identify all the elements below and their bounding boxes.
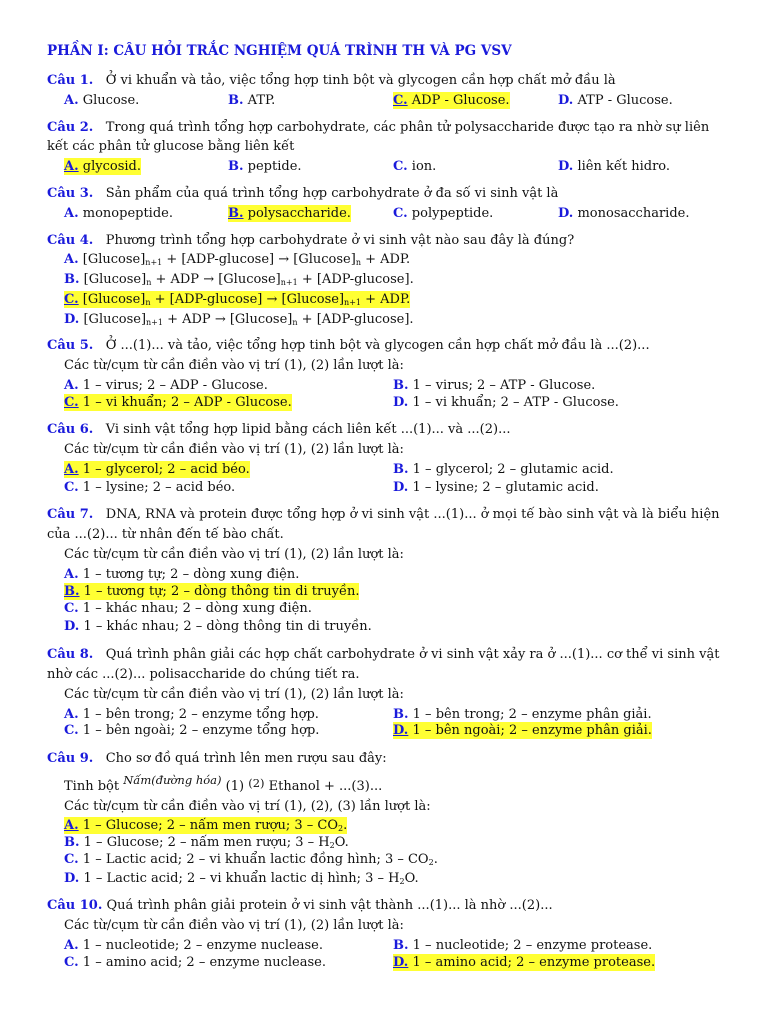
option-c[interactable]: C. 1 – bên ngoài; 2 – enzyme tổng hợp. [64,723,320,738]
question-1 [47,72,616,89]
question-number: Câu 2. [47,120,94,135]
question-text-cont: của ...(2)... từ nhân đến tế bào chất. [47,527,284,542]
question-number: Câu 6. [47,422,94,437]
question-text: DNA, RNA và protein được tổng hợp ở vi sinh vật ...(1)... ở mọi tế bào sinh vật và là biểu hiện [105,507,720,522]
fermentation-scheme: Tinh bột Nấm(đường hóa) (1) (2) Ethanol + ...(3)... [64,773,383,794]
question-subprompt: Các từ/cụm từ cần điền vào vị trí (1), (2) lần lượt là: [64,547,404,562]
option-b[interactable]: B. 1 – nucleotide; 2 – enzyme protease. [393,938,653,953]
question-number: Câu 8. [47,647,94,662]
option-c-correct[interactable]: C. 1 – vi khuẩn; 2 – ADP - Glucose. [64,395,292,410]
option-d[interactable]: D. 1 – vi khuẩn; 2 – ATP - Glucose. [393,395,619,410]
option-c-correct[interactable]: C. $[Glucose]_n + [ADP-glucose] \to [Glucose]_{n+1}$ + ADP. [64,292,411,307]
question-number: Câu 1. [47,73,94,88]
option-b[interactable]: B. 1 – bên trong; 2 – enzyme phân giải. [393,707,652,722]
option-d[interactable]: D. 1 – lysine; 2 – glutamic acid. [393,480,599,495]
question-number: Câu 7. [47,507,94,522]
option-b[interactable]: B. 1 – virus; 2 – ATP - Glucose. [393,378,596,393]
question-6 [47,421,511,438]
option-c[interactable]: C. 1 – amino acid; 2 – enzyme nuclease. [64,955,326,970]
section-title: PHẦN I: CÂU HỎI TRẮC NGHIỆM QUÁ TRÌNH TH VÀ PG VSV [47,43,512,59]
question-text: Ở vi khuẩn và tảo, việc tổng hợp tinh bột và glycogen cần hợp chất mở đầu là [105,73,616,88]
question-number: Câu 5. [47,338,94,353]
question-number: Câu 10. [47,898,103,913]
question-text: Quá trình phân giải protein ở vi sinh vật thành ...(1)... là nhờ ...(2)... [106,898,553,913]
option-a[interactable]: A. 1 – nucleotide; 2 – enzyme nuclease. [64,938,323,953]
question-2 [47,119,709,136]
question-text: Ở ...(1)... và tảo, việc tổng hợp tinh bột và glycogen cần hợp chất mở đầu là ...(2)... [105,338,650,353]
option-d[interactable]: D. 1 – Lactic acid; 2 – vi khuẩn lactic dị hình; $3 - H_2O$. [64,871,419,886]
question-text-cont: kết các phân tử glucose bằng liên kết [47,139,295,154]
question-7 [47,506,720,523]
question-subprompt: Các từ/cụm từ cần điền vào vị trí (1), (2), (3) lần lượt là: [64,799,431,814]
option-c[interactable]: C. 1 – Lactic acid; 2 – vi khuẩn lactic đồng hình; $3 - CO_2$. [64,852,438,867]
scheme-blank-2: (2) [248,776,265,790]
question-text: Trong quá trình tổng hợp carbohydrate, các phân tử polysaccharide được tạo ra nhờ sự liên [105,120,710,135]
option-a[interactable]: A. 1 – virus; 2 – ADP - Glucose. [64,378,268,393]
option-d-correct[interactable]: D. 1 – bên ngoài; 2 – enzyme phân giải. [393,723,652,738]
option-b-correct[interactable]: B. 1 – tương tự; 2 – dòng thông tin di truyền. [64,584,360,599]
question-text: Sản phẩm của quá trình tổng hợp carbohydrate ở đa số vi sinh vật là [105,186,559,201]
question-subprompt: Các từ/cụm từ cần điền vào vị trí (1), (2) lần lượt là: [64,442,404,457]
option-a-correct[interactable]: A. glycosid. [64,159,141,174]
option-a[interactable]: A. 1 – tương tự; 2 – dòng xung điện. [64,567,300,582]
option-a-correct[interactable]: A. 1 – glycerol; 2 – acid béo. [64,462,250,477]
option-b[interactable]: B. ATP. [228,93,276,108]
option-b[interactable]: B. 1 – Glucose; 2 – nấm men rượu; $3 - H_2O$. [64,835,349,850]
option-a[interactable]: A. monopeptide. [64,206,173,221]
question-9 [47,750,387,767]
option-c[interactable]: C. ion. [393,159,437,174]
question-text-cont: nhờ các ...(2)... polisaccharide do chúng tiết ra. [47,667,360,682]
option-d[interactable]: D. 1 – khác nhau; 2 – dòng thông tin di truyền. [64,619,372,634]
option-a[interactable]: A. 1 – bên trong; 2 – enzyme tổng hợp. [64,707,319,722]
option-b[interactable]: B. $[Glucose]_n$ + ADP → $[Glucose]_{n+1} + [ADP-glucose]$. [64,272,414,287]
question-number: Câu 3. [47,186,94,201]
option-c[interactable]: C. 1 – khác nhau; 2 – dòng xung điện. [64,601,312,616]
question-number: Câu 9. [47,751,94,766]
option-d[interactable]: D. $[Glucose]_{n+1}$ + ADP → $[Glucose]_n + [ADP-glucose]$. [64,312,414,327]
option-a[interactable]: A. $[Glucose]_{n+1} + [ADP-glucose] \to [Glucose]_n$ + ADP. [64,252,411,267]
question-text: Phương trình tổng hợp carbohydrate ở vi sinh vật nào sau đây là đúng? [105,233,575,248]
scheme-blank-1: (1) [225,779,245,794]
option-c[interactable]: C. 1 – lysine; 2 – acid béo. [64,480,236,495]
question-text: Quá trình phân giải các hợp chất carbohydrate ở vi sinh vật xảy ra ở ...(1)... cơ thể vi sinh vật [105,647,720,662]
option-b[interactable]: B. 1 – glycerol; 2 – glutamic acid. [393,462,614,477]
option-a-correct[interactable]: A. 1 – Glucose; 2 – nấm men rượu; $3 - CO_2$. [64,818,348,833]
question-5 [47,337,650,354]
question-10 [47,897,553,914]
option-b-correct[interactable]: B. polysaccharide. [228,206,351,221]
option-d[interactable]: D. monosaccharide. [558,206,690,221]
question-subprompt: Các từ/cụm từ cần điền vào vị trí (1), (2) lần lượt là: [64,687,404,702]
option-b[interactable]: B. peptide. [228,159,302,174]
question-subprompt: Các từ/cụm từ cần điền vào vị trí (1), (2) lần lượt là: [64,358,404,373]
option-c-correct[interactable]: C. ADP - Glucose. [393,93,510,108]
scheme-condition: Nấm(đường hóa) [123,773,222,787]
option-c[interactable]: C. polypeptide. [393,206,494,221]
question-text: Cho sơ đồ quá trình lên men rượu sau đây: [105,751,387,766]
scheme-product: Ethanol + ...(3)... [268,779,383,794]
question-text: Vi sinh vật tổng hợp lipid bằng cách liên kết ...(1)... và ...(2)... [105,422,511,437]
option-d[interactable]: D. ATP - Glucose. [558,93,673,108]
option-d-correct[interactable]: D. 1 – amino acid; 2 – enzyme protease. [393,955,656,970]
option-a[interactable]: A. Glucose. [64,93,140,108]
question-subprompt: Các từ/cụm từ cần điền vào vị trí (1), (2) lần lượt là: [64,918,404,933]
question-number: Câu 4. [47,233,94,248]
question-8 [47,646,719,663]
question-4 [47,232,574,249]
question-3 [47,185,558,202]
option-d[interactable]: D. liên kết hidro. [558,159,671,174]
